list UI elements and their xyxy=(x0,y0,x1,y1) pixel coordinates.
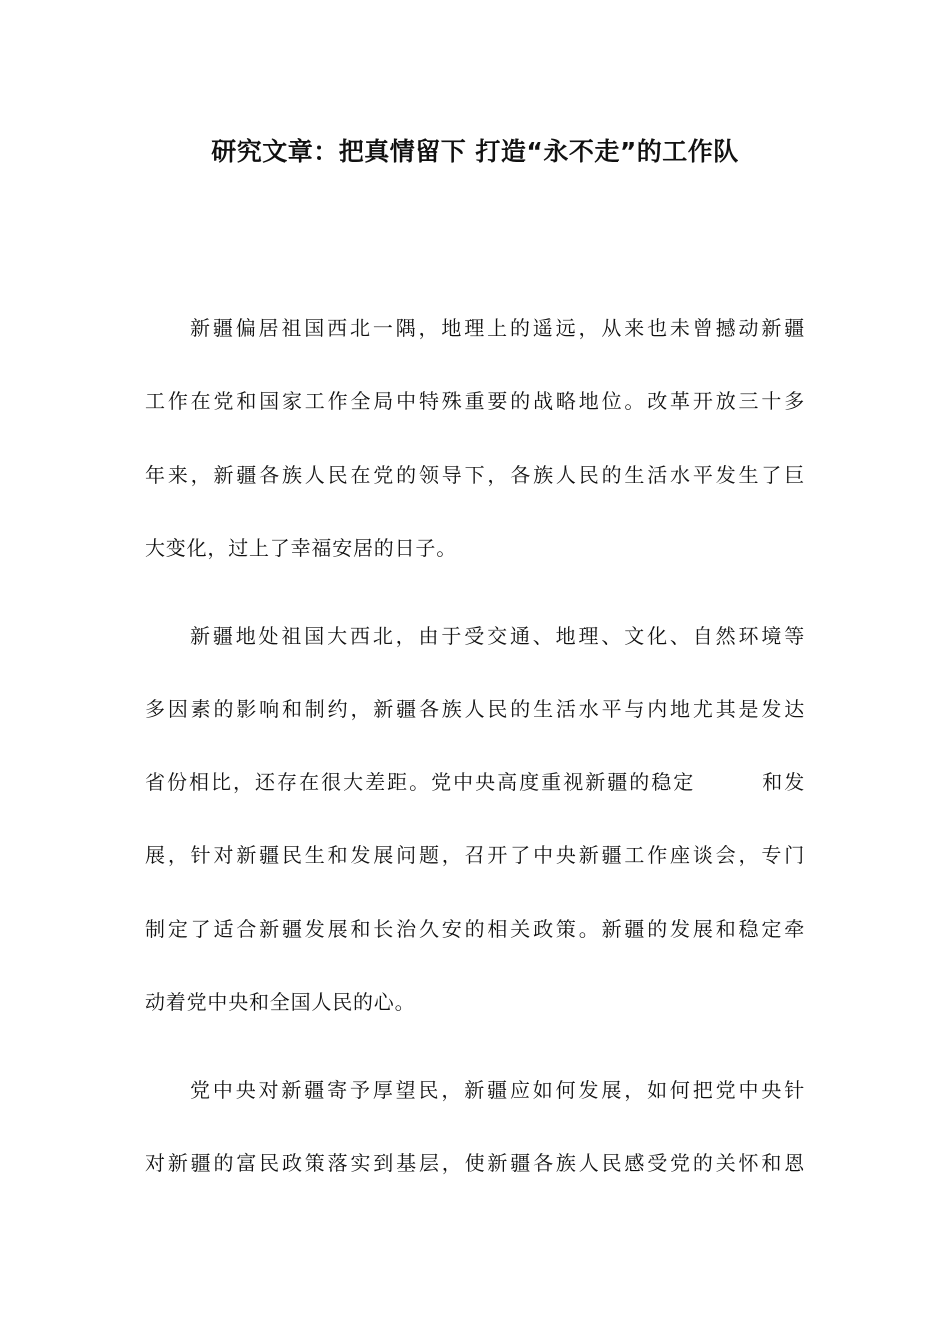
paragraph-2-line-5: 制定了适合新疆发展和长治久安的相关政策。新疆的发展和稳定牵 xyxy=(145,917,805,941)
paragraph-1-line-2: 工作在党和国家工作全局中特殊重要的战略地位。改革开放三十多 xyxy=(145,389,805,413)
paragraph-1-line-3: 年来，新疆各族人民在党的领导下，各族人民的生活水平发生了巨 xyxy=(145,463,805,487)
paragraph-2-line-6: 动着党中央和全国人民的心。 xyxy=(145,990,416,1014)
document-title: 研究文章：把真情留下 打造“永不走”的工作队 xyxy=(211,137,739,166)
paragraph-3-line-2: 对新疆的富民政策落实到基层，使新疆各族人民感受党的关怀和恩 xyxy=(145,1151,805,1175)
paragraph-2-line-1: 新疆地处祖国大西北，由于受交通、地理、文化、自然环境等 xyxy=(190,624,805,648)
paragraph-1-line-1: 新疆偏居祖国西北一隅，地理上的遥远，从来也未曾撼动新疆 xyxy=(190,316,805,340)
paragraph-3-line-1: 党中央对新疆寄予厚望民，新疆应如何发展，如何把党中央针 xyxy=(190,1078,805,1102)
paragraph-2-line-4: 展，针对新疆民生和发展问题，召开了中央新疆工作座谈会，专门 xyxy=(145,843,805,867)
paragraph-2-line-3: 省份相比，还存在很大差距。党中央高度重视新疆的稳定 和发 xyxy=(145,770,805,794)
paragraph-2-line-2: 多因素的影响和制约，新疆各族人民的生活水平与内地尤其是发达 xyxy=(145,697,805,721)
paragraph-1-line-4: 大变化，过上了幸福安居的日子。 xyxy=(145,536,457,560)
